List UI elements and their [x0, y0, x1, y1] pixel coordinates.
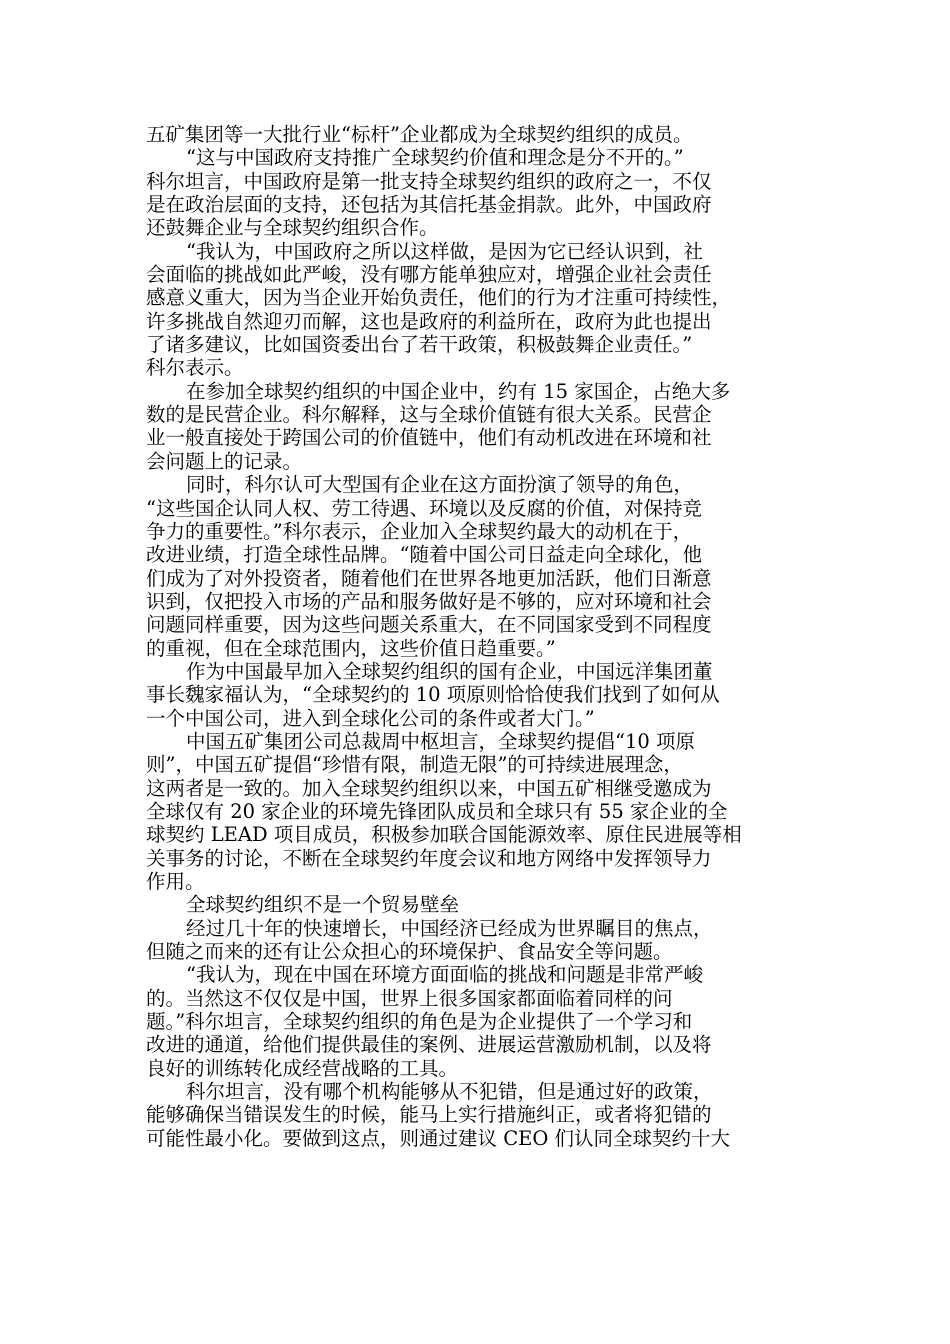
text-line: 改进业绩，打造全球性品牌。“随着中国公司日益走向全球化，他 [146, 543, 702, 567]
text-line: 还鼓舞企业与全球契约组织合作。 [146, 216, 439, 240]
text-line: 是在政治层面的支持，还包括为其信托基金捐款。此外，中国政府 [146, 193, 712, 217]
text-line: 会问题上的记录。 [146, 449, 303, 473]
paragraph-start-line: 全球契约组织不是一个贸易壁垒 [186, 893, 460, 917]
paragraph-start-line: “这与中国政府支持推广全球契约价值和理念是分不开的。” [186, 146, 684, 170]
text-line: 全球仅有 20 家企业的环境先锋团队成员和全球只有 55 家企业的全 [146, 799, 728, 823]
paragraph-start-line: 科尔坦言，没有哪个机构能够从不犯错，但是通过好的政策， [186, 1080, 713, 1104]
text-line: 的重视，但在全球范围内，这些价值日趋重要。” [146, 636, 556, 660]
text-line: 改进的通道，给他们提供最佳的案例、进展运营激励机制，以及将 [146, 1033, 712, 1057]
paragraph-start-line: 在参加全球契约组织的中国企业中，约有 15 家国企，占绝大多 [186, 379, 731, 403]
text-line: 科尔表示。 [146, 356, 244, 380]
text-line: 五矿集团等一大批行业“标杆”企业都成为全球契约组织的成员。 [146, 123, 693, 146]
text-line: 科尔坦言，中国政府是第一批支持全球契约组织的政府之一，不仅 [146, 169, 712, 193]
text-line: 会面临的挑战如此严峻，没有哪方能单独应对，增强企业社会责任 [146, 263, 712, 287]
text-line: 事长魏家福认为，“全球契约的 10 项原则恰恰使我们找到了如何从 [146, 683, 720, 707]
text-line: 的。当然这不仅仅是中国，世界上很多国家都面临着同样的问 [146, 986, 673, 1010]
paragraph-start-line: “我认为，现在中国在环境方面面临的挑战和问题是非常严峻 [186, 963, 703, 987]
text-line: 这两者是一致的。加入全球契约组织以来，中国五矿相继受邀成为 [146, 776, 712, 800]
paragraph-start-line: 经过几十年的快速增长，中国经济已经成为世界瞩目的焦点， [186, 916, 713, 940]
paragraph-start-line: 同时，科尔认可大型国有企业在这方面扮演了领导的角色， [186, 473, 694, 497]
text-line: 关事务的讨论，不断在全球契约年度会议和地方网络中发挥领导力 [146, 846, 712, 870]
text-line: 球契约 LEAD 项目成员，积极参加联合国能源效率、原住民进展等相 [146, 823, 742, 847]
document-page [146, 123, 796, 1150]
text-line: 争力的重要性。”科尔表示，企业加入全球契约最大的动机在于， [146, 519, 693, 543]
text-line: 许多挑战自然迎刃而解，这也是政府的利益所在，政府为此也提出 [146, 309, 712, 333]
text-line: 了诸多建议，比如国资委出台了若干政策，积极鼓舞企业责任。” [146, 333, 693, 357]
text-line: 良好的训练转化成经营战略的工具。 [146, 1056, 459, 1080]
text-line: 问题同样重要，因为这些问题关系重大，在不同国家受到不同程度 [146, 613, 712, 637]
text-line: 但随之而来的还有让公众担心的环境保护、食品安全等问题。 [146, 940, 673, 964]
text-line: 能够确保当错误发生的时候，能马上实行措施纠正，或者将犯错的 [146, 1103, 712, 1127]
text-line: “这些国企认同人权、劳工待遇、环境以及反腐的价值，对保持竞 [146, 496, 702, 520]
paragraph-start-line: “我认为，中国政府之所以这样做，是因为它已经认识到，社 [186, 239, 703, 263]
text-line: 可能性最小化。要做到这点，则通过建议 CEO 们认同全球契约十大 [146, 1126, 731, 1150]
text-line: 则”，中国五矿提倡“珍惜有限，制造无限”的可持续进展理念， [146, 753, 683, 777]
text-line: 业一般直接处于跨国公司的价值链中，他们有动机改进在环境和社 [146, 426, 712, 450]
paragraph-start-line: 中国五矿集团公司总裁周中枢坦言，全球契约提倡“10 项原 [186, 729, 695, 753]
text-line: 题。”科尔坦言，全球契约组织的角色是为企业提供了一个学习和 [146, 1010, 693, 1034]
text-line: 感意义重大，因为当企业开始负责任，他们的行为才注重可持续性， [146, 286, 732, 310]
paragraph-start-line: 作为中国最早加入全球契约组织的国有企业，中国远洋集团董 [186, 659, 713, 683]
text-line: 作用。 [146, 870, 205, 893]
text-line: 识到，仅把投入市场的产品和服务做好是不够的，应对环境和社会 [146, 589, 712, 613]
text-line: 一个中国公司，进入到全球化公司的条件或者大门。” [146, 706, 595, 730]
text-line: 数的是民营企业。科尔解释，这与全球价值链有很大关系。民营企 [146, 403, 712, 427]
text-line: 们成为了对外投资者，随着他们在世界各地更加活跃，他们日渐意 [146, 566, 712, 590]
